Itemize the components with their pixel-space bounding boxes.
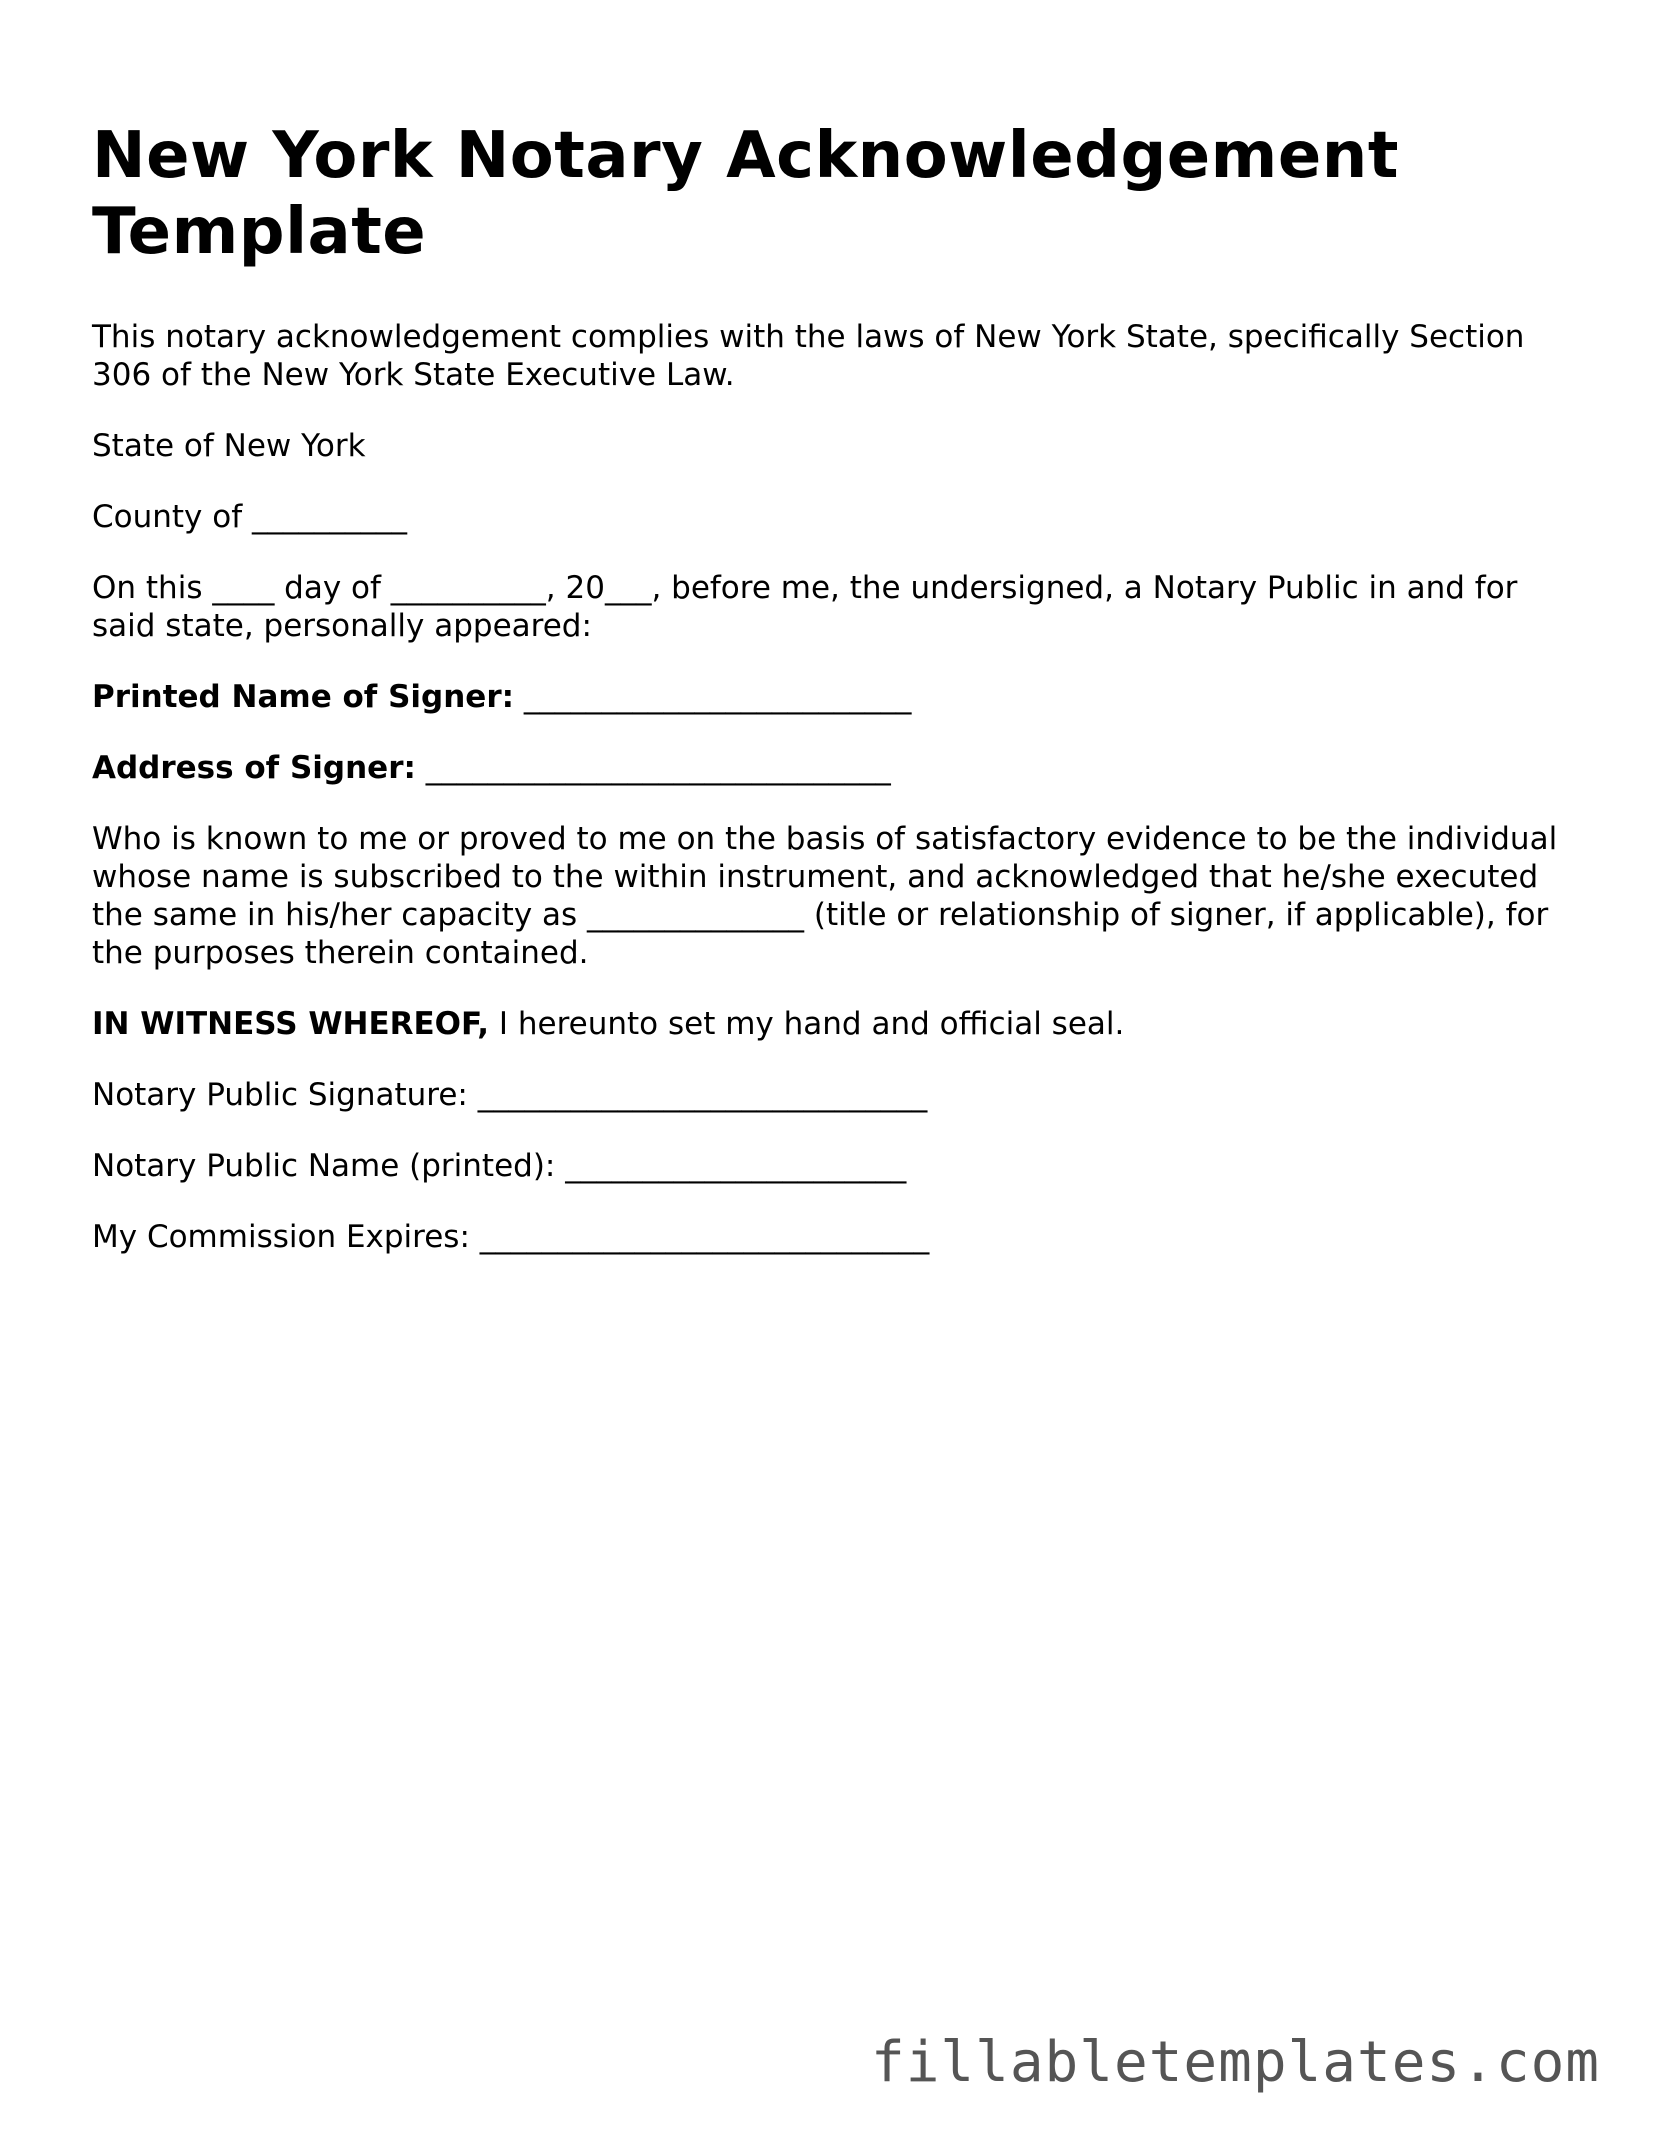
document-title: New York Notary Acknowledgement Template (92, 119, 1399, 269)
address-blank[interactable]: ______________________________ (425, 750, 891, 786)
printed-name-field[interactable] (92, 678, 1572, 716)
witness-heading: IN WITNESS WHEREOF, (92, 1006, 490, 1042)
notary-signature-field[interactable]: Notary Public Signature: _____________________________ (92, 1077, 928, 1113)
notary-name-field[interactable]: Notary Public Name (printed): ______________________ (92, 1148, 907, 1184)
witness-text: I hereunto set my hand and official seal. (498, 1006, 1125, 1042)
commission-expires-field[interactable]: My Commission Expires: _____________________________ (92, 1219, 930, 1255)
printed-name-label: Printed Name of Signer: (92, 679, 515, 715)
address-label: Address of Signer: (92, 750, 416, 786)
intro-paragraph: This notary acknowledgement complies with the laws of New York State, specifically Section 306 of the New York State Executive Law. (92, 319, 1525, 393)
footer-brand-watermark: fillabletemplates.com (870, 2030, 1600, 2095)
printed-name-blank[interactable]: _________________________ (523, 679, 912, 715)
document-page (92, 118, 1572, 1289)
date-paragraph[interactable]: On this ____ day of __________, 20___, before me, the undersigned, a Notary Public in and for said state, personally appeared: (92, 570, 1518, 644)
county-line[interactable]: County of __________ (92, 499, 407, 535)
address-field[interactable] (92, 749, 1572, 787)
witness-paragraph (92, 1005, 1572, 1043)
body-paragraph[interactable]: Who is known to me or proved to me on the basis of satisfactory evidence to be the individual whose name is subscribed to the within instrument, and acknowledged that he/she executed the same in his/her capacity as ______________ (title or relationship of signer, if applicable), for the purposes therein contained. (92, 821, 1558, 971)
state-line: State of New York (92, 428, 366, 464)
